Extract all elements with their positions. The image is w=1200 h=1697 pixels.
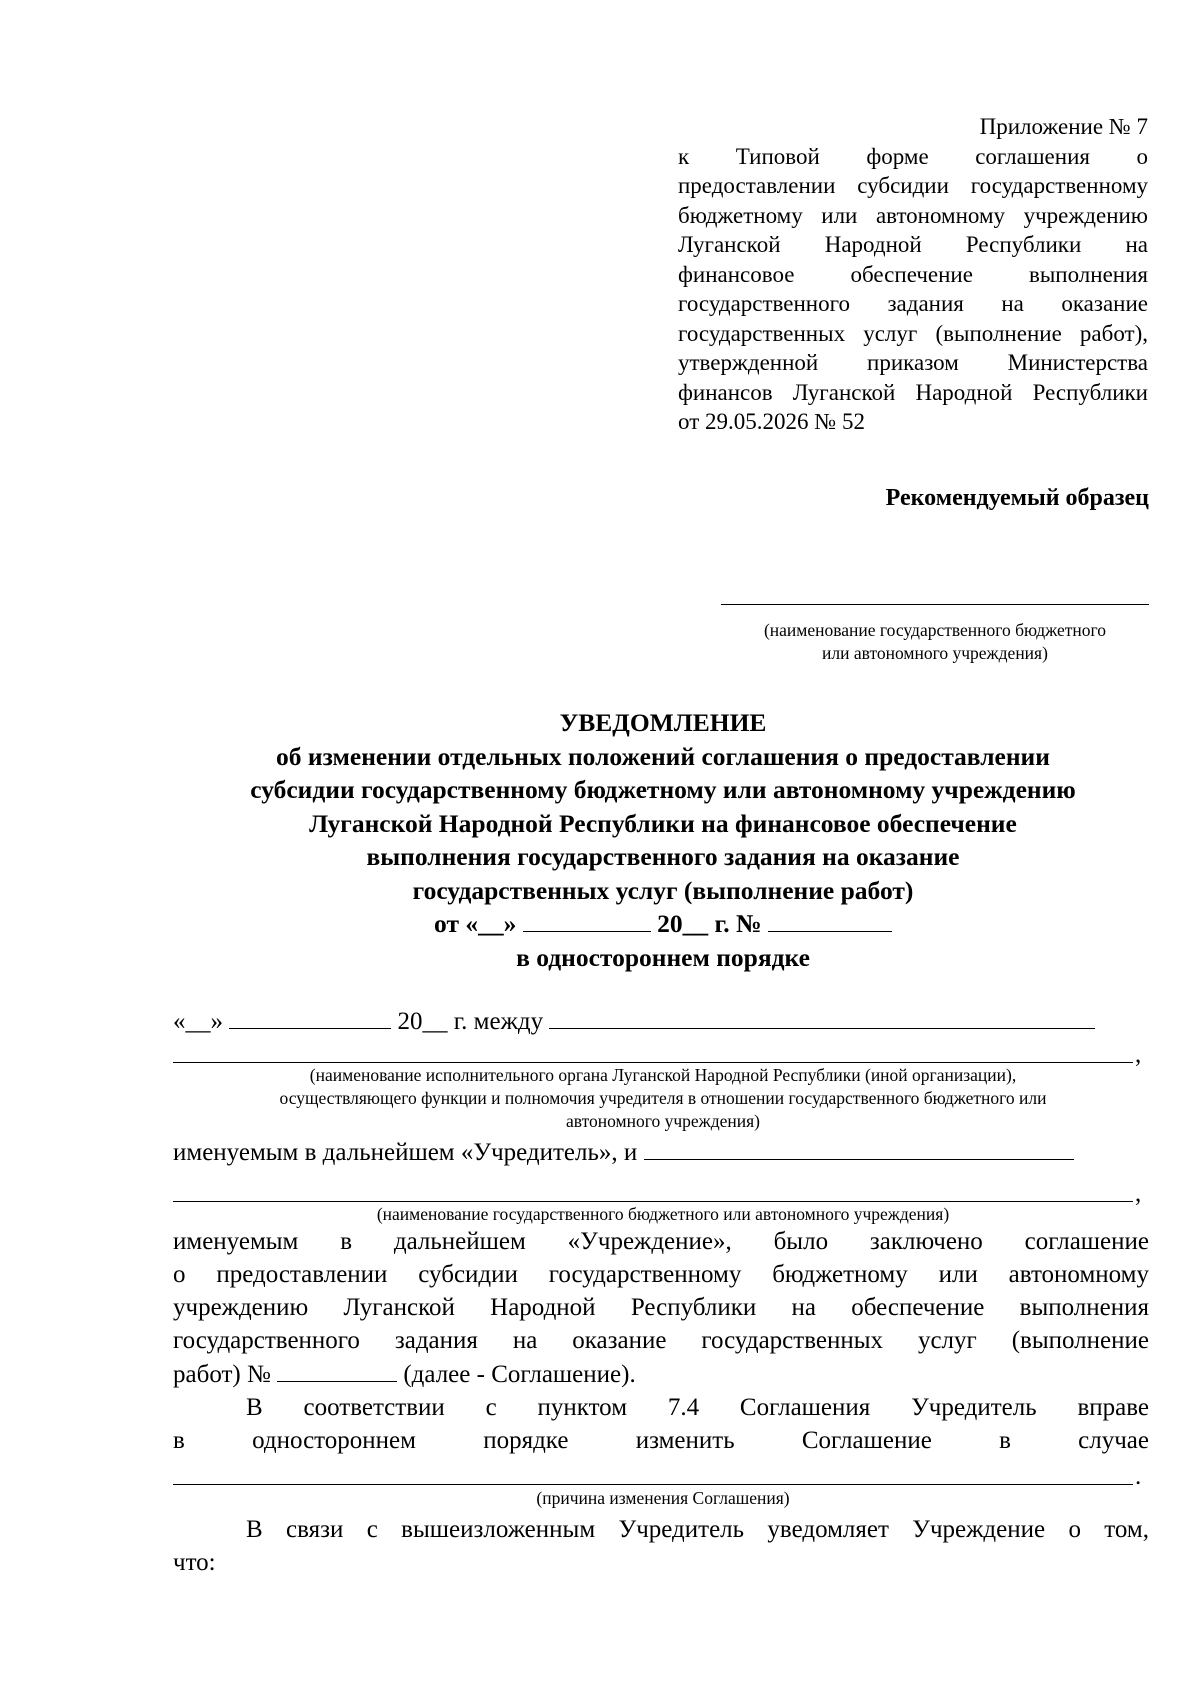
title-line: Луганской Народной Республики на финансовое обеспечение bbox=[309, 808, 1017, 838]
paragraph-line: работ) № (далее - Соглашение). bbox=[173, 1361, 636, 1388]
title-line: выполнения государственного задания на оказание bbox=[366, 842, 960, 871]
attachment-block bbox=[678, 112, 1148, 437]
attachment-head: Приложение № 7 bbox=[979, 114, 1148, 139]
attachment-line: государственных услуг (выполнение работ), bbox=[678, 320, 1148, 346]
founder-name-blank bbox=[549, 1006, 1095, 1029]
institution-name-line bbox=[721, 604, 1149, 605]
paragraph-line: о предоставлении субсидии государственному бюджетному или автономному bbox=[173, 1261, 1149, 1288]
paragraph-line: именуемым в дальнейшем «Учреждение», было заключено соглашение bbox=[173, 1228, 1149, 1255]
attachment-line: финансов Луганской Народной Республики bbox=[678, 379, 1148, 405]
attachment-line: государственного задания на оказание bbox=[678, 291, 1148, 316]
date-month-blank bbox=[229, 1006, 391, 1029]
title-date-line: от «__» 20__ г. № bbox=[170, 907, 1156, 941]
attachment-line: финансовое обеспечение выполнения bbox=[678, 261, 1148, 287]
sample-label: Рекомендуемый образец bbox=[885, 485, 1149, 511]
reason-note: (причина изменения Соглашения) bbox=[536, 1488, 790, 1508]
attachment-line: предоставлении субсидии государственному bbox=[678, 173, 1148, 198]
paragraph-line: В связи с вышеизложенным Учредитель уведомляет Учреждение о том, bbox=[246, 1516, 1149, 1543]
attachment-line: утвержденной приказом Министерства bbox=[678, 350, 1148, 375]
attachment-line: бюджетному или автономному учреждению bbox=[678, 202, 1148, 228]
document-title bbox=[170, 706, 1156, 974]
title-line: об изменении отдельных положений соглашения о предоставлении bbox=[276, 741, 1050, 771]
founder-named-line: именуемым в дальнейшем «Учредитель», и bbox=[173, 1137, 1149, 1168]
title-mode: в одностороннем порядке bbox=[516, 942, 810, 972]
paragraph-line: государственного задания на оказание государственных услуг (выполнение bbox=[173, 1327, 1149, 1354]
institution-note: (наименование государственного бюджетного или автономного учреждения) bbox=[763, 620, 1107, 663]
title-heading: УВЕДОМЛЕНИЕ bbox=[559, 708, 767, 737]
founder-name-line bbox=[173, 1062, 1133, 1063]
paragraph-line: в одностороннем порядке изменить Соглашение в случае bbox=[173, 1427, 1149, 1454]
number-blank bbox=[768, 909, 892, 932]
agreement-date-line: «__» 20__ г. между bbox=[173, 1006, 1149, 1037]
attachment-line: к Типовой форме соглашения о bbox=[678, 143, 1148, 169]
date-month-blank bbox=[523, 909, 651, 932]
paragraph-line: В соответствии с пунктом 7.4 Соглашения Учредитель вправе bbox=[246, 1394, 1149, 1421]
institution-name-line-2 bbox=[173, 1201, 1133, 1202]
reason-line bbox=[173, 1484, 1133, 1485]
paragraph-line: учреждению Луганской Народной Республики на обеспечение выполнения bbox=[173, 1294, 1149, 1321]
institution-note-2: (наименование государственного бюджетного или автономного учреждения) bbox=[376, 1204, 950, 1224]
agreement-number-blank bbox=[277, 1359, 397, 1382]
title-line: субсидии государственному бюджетному или автономному учреждению bbox=[250, 775, 1076, 804]
attachment-line: от 29.05.2026 № 52 bbox=[678, 409, 865, 434]
founder-note: (наименование исполнительного органа Луганской Народной Республики (иной организации), осуществляющего функции и полномочия учредителя в отношении государственного бюджетного или автономного учреждения) bbox=[279, 1065, 1047, 1131]
institution-name-blank bbox=[644, 1137, 1074, 1160]
paragraph-line: что: bbox=[173, 1549, 216, 1576]
attachment-line: Луганской Народной Республики на bbox=[678, 232, 1148, 257]
title-line: государственных услуг (выполнение работ) bbox=[412, 875, 914, 905]
